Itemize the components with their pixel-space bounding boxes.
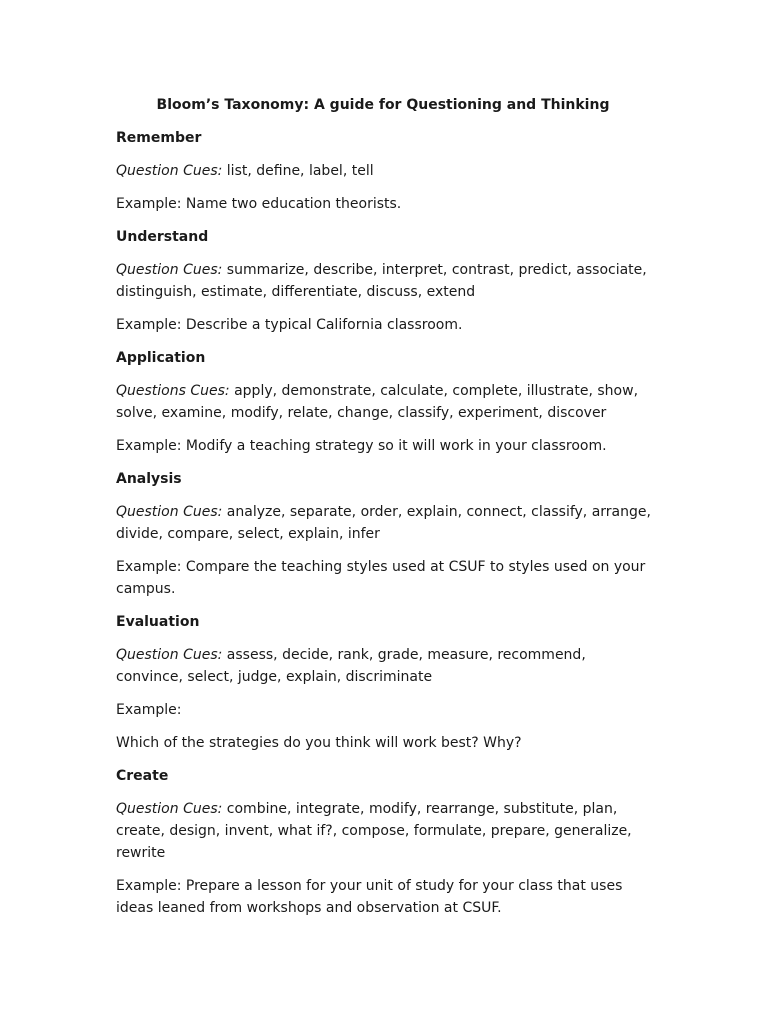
cue-label: Question Cues: [116, 801, 223, 817]
cue-label: Question Cues: [116, 262, 223, 278]
cue-label: Question Cues: [116, 504, 223, 520]
cue-list: combine, integrate, modify, rearrange, substitute, plan, create, design, invent, what if?, compose, formulate, prepare, generalize, rewrite [116, 801, 632, 861]
cue-list: list, define, label, tell [222, 163, 374, 179]
section-remember [116, 127, 656, 215]
cue-label: Question Cues: [116, 163, 223, 179]
cue-label: Question Cues: [116, 647, 223, 663]
cue-list: assess, decide, rank, grade, measure, recommend, convince, select, judge, explain, discriminate [116, 647, 586, 685]
section-evaluation [116, 611, 656, 754]
section-understand [116, 226, 656, 336]
cue-list: apply, demonstrate, calculate, complete, illustrate, show, solve, examine, modify, relate, change, classify, experiment, discover [116, 383, 639, 421]
example-text: Example: Prepare a lesson for your unit of study for your class that uses ideas leaned from workshops and observation at CSUF. [116, 878, 623, 916]
example-text: Example: [116, 702, 182, 718]
section-create [116, 765, 656, 919]
cue-list: summarize, describe, interpret, contrast, predict, associate, distinguish, estimate, differentiate, discuss, extend [116, 262, 647, 300]
example-text: Example: Name two education theorists. [116, 196, 402, 212]
section-heading: Evaluation [116, 614, 200, 630]
section-heading: Application [116, 350, 206, 366]
question-cues [116, 798, 656, 864]
document-body [116, 94, 656, 930]
example-question: Which of the strategies do you think will work best? Why? [116, 735, 522, 751]
section-application [116, 347, 656, 457]
question-cues [116, 501, 656, 545]
section-heading: Understand [116, 229, 209, 245]
example-text: Example: Modify a teaching strategy so it will work in your classroom. [116, 438, 607, 454]
example-text: Example: Compare the teaching styles used at CSUF to styles used on your campus. [116, 559, 646, 597]
document-title: Bloom’s Taxonomy: A guide for Questioning and Thinking [156, 97, 610, 113]
question-cues [116, 644, 656, 688]
cue-list: analyze, separate, order, explain, connect, classify, arrange, divide, compare, select, explain, infer [116, 504, 651, 542]
example-text: Example: Describe a typical California classroom. [116, 317, 463, 333]
question-cues [116, 259, 656, 303]
section-heading: Analysis [116, 471, 182, 487]
section-analysis [116, 468, 656, 600]
section-heading: Create [116, 768, 169, 784]
question-cues [116, 380, 656, 424]
cue-label: Questions Cues: [116, 383, 230, 399]
question-cues [116, 160, 656, 182]
section-heading: Remember [116, 130, 202, 146]
